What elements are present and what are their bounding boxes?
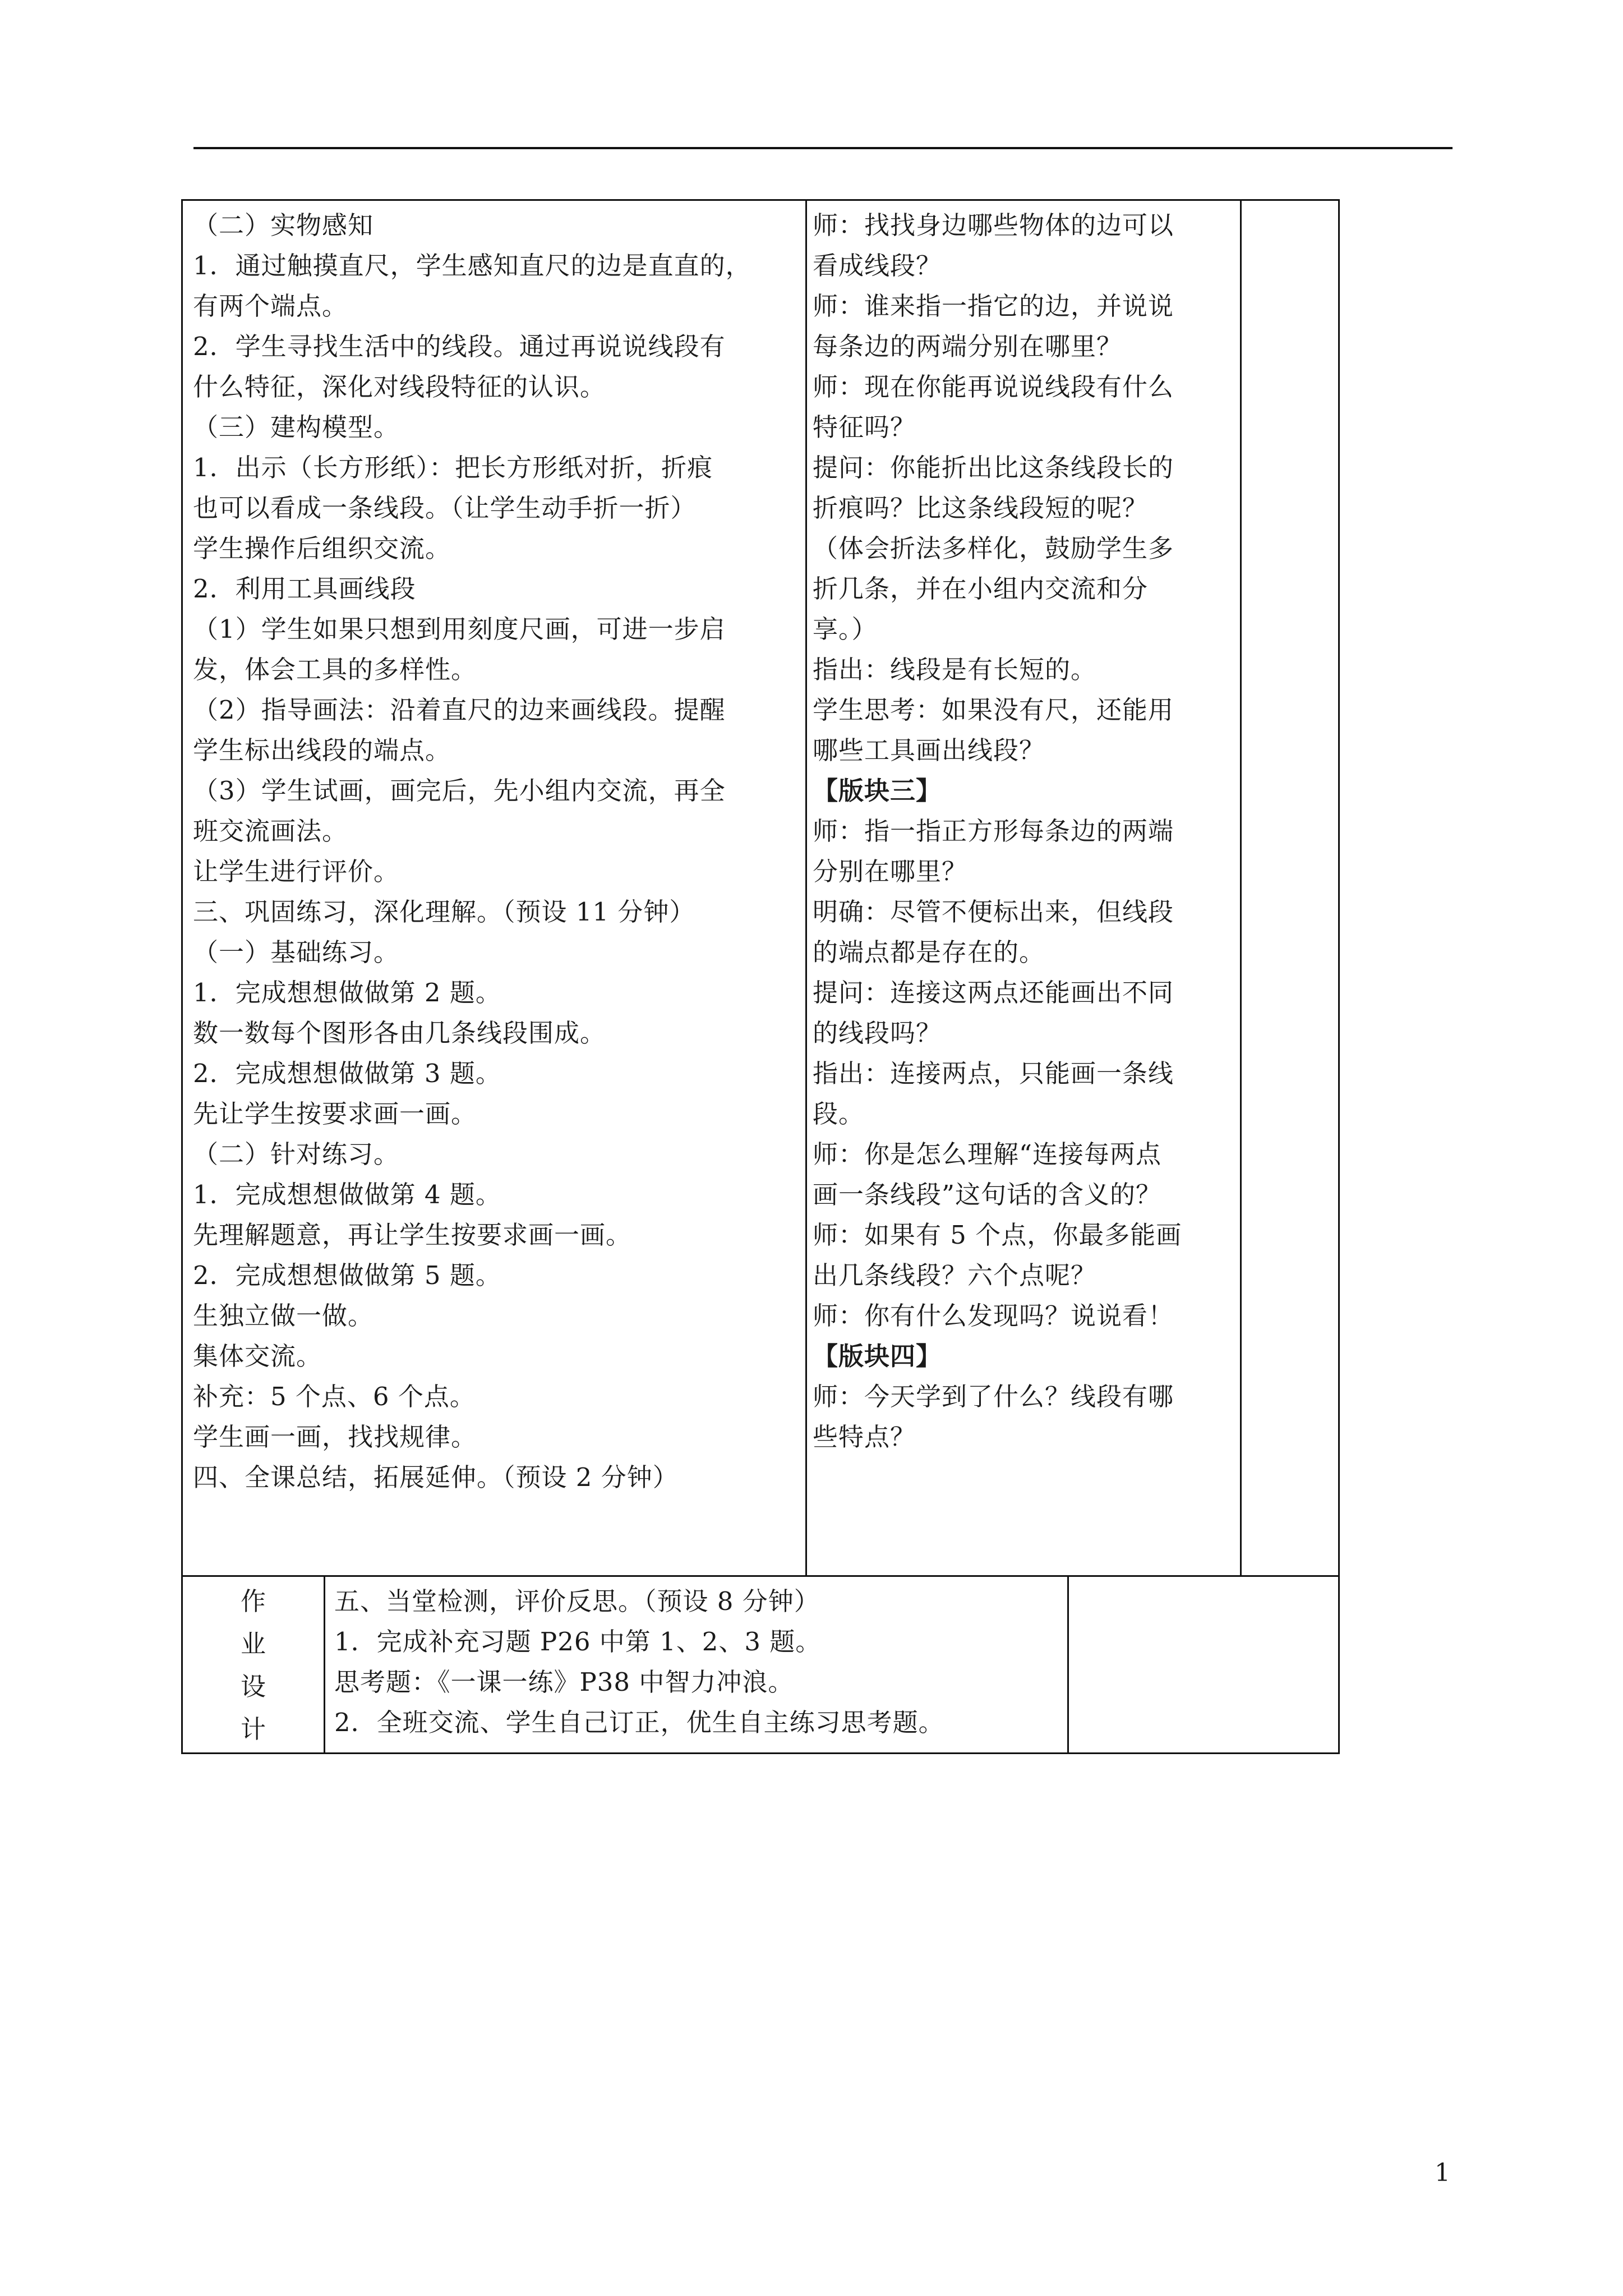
text-line: 让学生进行评价。 — [193, 857, 400, 886]
text-line: 作 — [240, 1586, 266, 1616]
text-line: 2．完成想想做做第 3 题。 — [193, 1059, 501, 1088]
text-line: 指出：连接两点，只能画一条线 — [813, 1059, 1174, 1088]
text-line: 的线段吗？ — [813, 1018, 942, 1048]
text-line: 提问：连接这两点还能画出不同 — [813, 978, 1174, 1007]
text-line: 学生标出线段的端点。 — [193, 735, 451, 765]
text-line: 1．完成补充习题 P26 中第 1、2、3 题。 — [334, 1627, 822, 1657]
text-line: 业 — [240, 1629, 266, 1659]
text-line: 也可以看成一条线段。（让学生动手折一折） — [193, 493, 697, 523]
text-line: 有两个端点。 — [193, 291, 348, 321]
text-line: 1．通过触摸直尺，学生感知直尺的边是直直的， — [193, 251, 751, 280]
column-divider — [805, 201, 807, 1575]
text-line: 学生画一画，找找规律。 — [193, 1422, 477, 1452]
text-line: 师：如果有 5 个点，你最多能画 — [813, 1220, 1182, 1250]
text-line: 数一数每个图形各由几条线段围成。 — [193, 1018, 606, 1048]
text-line: （二）针对练习。 — [193, 1139, 400, 1169]
text-line: 先让学生按要求画一画。 — [193, 1099, 477, 1129]
lesson-table — [181, 199, 1340, 1577]
text-line: 师：现在你能再说说线段有什么 — [813, 372, 1174, 402]
text-line: 1．完成想想做做第 2 题。 — [193, 978, 501, 1007]
text-line: 发，体会工具的多样性。 — [193, 655, 477, 684]
text-line: 学生思考：如果没有尺，还能用 — [813, 695, 1174, 725]
text-line: （体会折法多样化，鼓励学生多 — [813, 533, 1174, 563]
text-line: （二）实物感知 — [193, 210, 374, 240]
text-line: 师：谁来指一指它的边，并说说 — [813, 291, 1174, 321]
text-line: 什么特征，深化对线段特征的认识。 — [193, 372, 606, 402]
text-line: 折几条，并在小组内交流和分 — [813, 574, 1149, 604]
text-line: 【版块三】 — [813, 776, 942, 806]
teacher-activity-column — [813, 205, 1239, 1457]
text-line: 2．利用工具画线段 — [193, 574, 416, 604]
text-line: 明确：尽管不便标出来，但线段 — [813, 897, 1174, 927]
text-line: （3）学生试画，画完后，先小组内交流，再全 — [193, 776, 726, 806]
text-line: 三、巩固练习，深化理解。（预设 11 分钟） — [193, 897, 695, 927]
text-line: 思考题：《一课一练》P38 中智力冲浪。 — [334, 1667, 794, 1697]
text-line: 1．出示（长方形纸）：把长方形纸对折，折痕 — [193, 453, 713, 482]
header-rule — [193, 147, 1453, 149]
text-line: 补充：5 个点、6 个点。 — [193, 1382, 476, 1411]
text-line: 哪些工具画出线段？ — [813, 735, 1045, 765]
homework-label — [183, 1580, 324, 1751]
text-line: 师：指一指正方形每条边的两端 — [813, 816, 1174, 846]
text-line: 折痕吗？比这条线段短的呢？ — [813, 493, 1149, 523]
text-line: 指出：线段是有长短的。 — [813, 655, 1097, 684]
text-line: 特征吗？ — [813, 412, 916, 442]
column-divider — [324, 1577, 325, 1752]
text-line: 每条边的两端分别在哪里？ — [813, 332, 1123, 361]
text-line: 2．全班交流、学生自己订正，优生自主练习思考题。 — [334, 1708, 944, 1737]
homework-content — [334, 1580, 1063, 1742]
text-line: 享。） — [813, 614, 878, 644]
column-divider — [1067, 1577, 1069, 1752]
text-line: 的端点都是存在的。 — [813, 937, 1045, 967]
text-line: 2．学生寻找生活中的线段。通过再说说线段有 — [193, 332, 726, 361]
text-line: 【版块四】 — [813, 1341, 942, 1371]
text-line: （2）指导画法：沿着直尺的边来画线段。提醒 — [193, 695, 726, 725]
text-line: 学生操作后组织交流。 — [193, 533, 451, 563]
text-line: 班交流画法。 — [193, 816, 348, 846]
text-line: 设 — [240, 1672, 266, 1701]
page-number: 1 — [1435, 2159, 1450, 2187]
student-activity-column — [193, 205, 801, 1498]
text-line: 画一条线段”这句话的含义的？ — [813, 1180, 1162, 1209]
text-line: （三）建构模型。 — [193, 412, 400, 442]
text-line: 师：找找身边哪些物体的边可以 — [813, 210, 1174, 240]
text-line: 五、当堂检测，评价反思。（预设 8 分钟） — [334, 1586, 820, 1616]
text-line: （1）学生如果只想到用刻度尺画，可进一步启 — [193, 614, 726, 644]
text-line: 集体交流。 — [193, 1341, 322, 1371]
text-line: 先理解题意，再让学生按要求画一画。 — [193, 1220, 632, 1250]
text-line: 四、全课总结，拓展延伸。（预设 2 分钟） — [193, 1462, 679, 1492]
text-line: 些特点？ — [813, 1422, 916, 1452]
notes-column — [1242, 201, 1338, 1575]
text-line: 师：今天学到了什么？线段有哪 — [813, 1382, 1174, 1411]
text-line: 段。 — [813, 1099, 865, 1129]
text-line: 计 — [240, 1714, 266, 1744]
text-line: 提问：你能折出比这条线段长的 — [813, 453, 1174, 482]
text-line: 师：你有什么发现吗？说说看！ — [813, 1301, 1174, 1331]
text-line: 生独立做一做。 — [193, 1301, 374, 1331]
text-line: 看成线段？ — [813, 251, 942, 280]
text-line: 出几条线段？六个点呢？ — [813, 1260, 1097, 1290]
text-line: （一）基础练习。 — [193, 937, 400, 967]
text-line: 1．完成想想做做第 4 题。 — [193, 1180, 501, 1209]
text-line: 师：你是怎么理解“连接每两点 — [813, 1139, 1162, 1169]
homework-table — [181, 1575, 1340, 1754]
text-line: 分别在哪里？ — [813, 857, 968, 886]
text-line: 2．完成想想做做第 5 题。 — [193, 1260, 501, 1290]
